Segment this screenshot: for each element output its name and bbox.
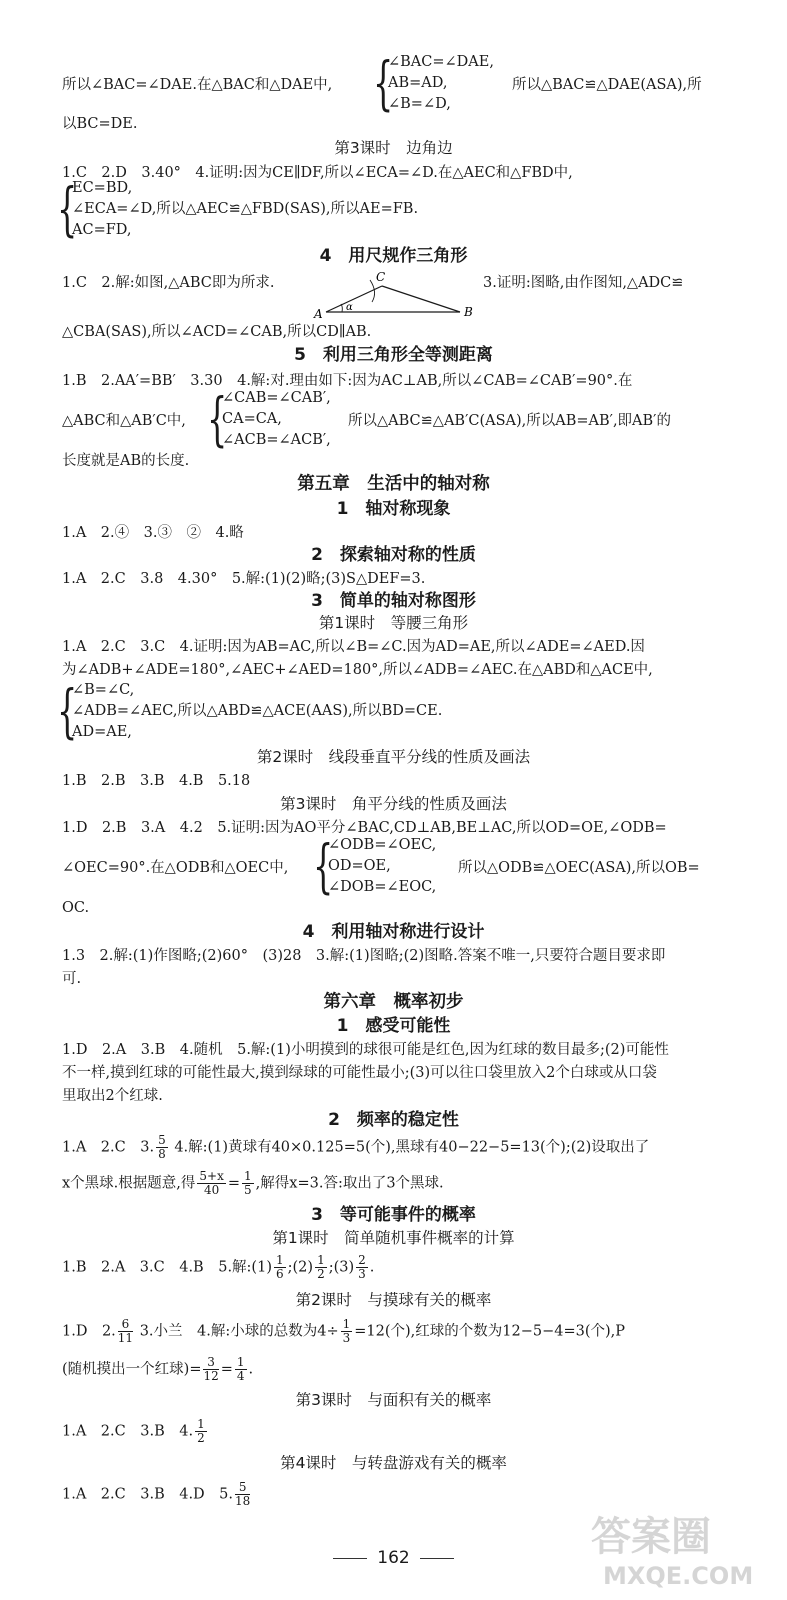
equation-system: ∠ODB=∠OEC, OD=OE, ∠DOB=∠EOC, [328, 837, 437, 895]
chapter-heading: 第六章 概率初步 [323, 992, 464, 1012]
lesson-heading: 第3课时 与面积有关的概率 [295, 1391, 492, 1409]
lesson-heading: 第1课时 简单随机事件概率的计算 [272, 1229, 515, 1247]
text-line: △ABC和△AB′C中, [62, 413, 186, 429]
equation-system: ∠CAB=∠CAB′, CA=CA, ∠ACB=∠ACB′, [222, 390, 331, 448]
text-line: 1.3 2.解:(1)作图略;(2)60° (3)28 3.解:(1)图略;(2)图略.答案不唯一,只要符合题目要求即 [62, 948, 666, 964]
fraction: $\frac{1}{5}$ [244, 1169, 252, 1197]
fraction: $\frac{2}{3}$ [358, 1253, 366, 1281]
text-line: 1.B 2.A 3.C 4.B 5.解:(1) $\frac{1}{6}$ ;(2) $\frac{1}{2}$ ;(3) $\frac{2}{3}$ . [62, 1253, 375, 1281]
dash-left [333, 1558, 367, 1559]
section-heading: 1 轴对称现象 [336, 499, 451, 519]
text-line: 所以△BAC≌△DAE(ASA),所 [512, 77, 702, 93]
section-heading: 2 探索轴对称的性质 [311, 545, 476, 565]
watermark-bottom: MXQE.COM [603, 1562, 754, 1590]
brace: { [57, 175, 78, 243]
fraction: $\frac{1}{2}$ [197, 1417, 205, 1445]
triangle-side-cb [382, 286, 460, 312]
brace: { [313, 832, 334, 900]
text-line: 所以∠BAC=∠DAE.在△BAC和△DAE中, [62, 77, 333, 93]
lesson-heading: 第4课时 与转盘游戏有关的概率 [280, 1454, 507, 1472]
text-line: 1.A 2.C 3.B 4.D 5. $\frac{5}{18}$ [62, 1480, 251, 1508]
equation-system: EC=BD, ∠ECA=∠D,所以△AEC≌△FBD(SAS),所以AE=FB. AC=FD, [72, 180, 419, 238]
lesson-heading: 第2课时 与摸球有关的概率 [295, 1291, 492, 1309]
text-line: 可. [62, 971, 82, 987]
label-alpha: α [346, 302, 353, 313]
dash-right [420, 1558, 454, 1559]
text-line: 1.A 2.C 3. $\frac{5}{8}$ 4.解:(1)黄球有40×0.125=5(个),黑球有40−22−5=13(个);(2)设取出了 [62, 1133, 650, 1161]
text-line: 所以△ODB≌△OEC(ASA),所以OB= [458, 860, 700, 876]
equation-system: ∠BAC=∠DAE, AB=AD, ∠B=∠D, [388, 54, 494, 112]
section-heading: 4 用尺规作三角形 [319, 246, 468, 266]
brace: { [57, 677, 78, 745]
text-line: △CBA(SAS),所以∠ACD=∠CAB,所以CD∥AB. [62, 324, 372, 340]
section-heading: 3 等可能事件的概率 [311, 1205, 476, 1225]
text-line: 1.C 2.D 3.40° 4.证明:因为CE∥DF,所以∠ECA=∠D.在△AEC和△FBD中, [62, 165, 573, 181]
section-heading: 2 频率的稳定性 [328, 1110, 459, 1130]
fraction: $\frac{1}{3}$ [342, 1317, 351, 1345]
triangle-figure [312, 270, 482, 320]
label-c: C [376, 270, 386, 284]
fraction: $\frac{5}{8}$ [158, 1133, 166, 1161]
label-a: A [314, 307, 323, 320]
lesson-heading: 第3课时 角平分线的性质及画法 [280, 795, 507, 813]
watermark-logo [583, 1502, 773, 1592]
text-line: 为∠ADB+∠ADE=180°,∠AEC+∠AED=180°,所以∠ADB=∠AEC.在△ABD和△ACE中, [62, 662, 653, 678]
section-heading: 3 简单的轴对称图形 [311, 591, 476, 611]
lesson-heading: 第3课时 边角边 [334, 139, 453, 157]
text-line: 长度就是AB的长度. [62, 453, 190, 469]
chapter-heading: 第五章 生活中的轴对称 [297, 474, 490, 494]
page-number-text: 162 [377, 1548, 410, 1568]
fraction: $\frac{1}{6}$ [275, 1253, 284, 1281]
text-line: 里取出2个红球. [62, 1088, 163, 1104]
equation-system: ∠B=∠C, ∠ADB=∠AEC,所以△ABD≌△ACE(AAS),所以BD=CE. AD=AE, [72, 682, 443, 740]
lesson-heading: 第2课时 线段垂直平分线的性质及画法 [256, 748, 531, 766]
text-line: 3.证明:图略,由作图知,△ADC≌ [483, 275, 684, 291]
text-line: x个黑球.根据题意,得 $\frac{5+x}{40}$ = $\frac{1}{5}$ ,解得x=3.答:取出了3个黑球. [62, 1169, 444, 1197]
fraction: $\frac{1}{2}$ [317, 1253, 325, 1281]
text-line: 1.B 2.AA′=BB′ 3.30 4.解:对.理由如下:因为AC⊥AB,所以∠CAB=∠CAB′=90°.在 [62, 373, 633, 389]
fraction: $\frac{5+x}{40}$ [199, 1169, 224, 1197]
text-line: 1.A 2.C 3.8 4.30° 5.解:(1)(2)略;(3)S△DEF=3. [62, 571, 426, 587]
fraction: $\frac{3}{12}$ [203, 1355, 219, 1383]
lesson-heading: 第1课时 等腰三角形 [318, 614, 469, 632]
text-line: 以BC=DE. [62, 116, 138, 132]
text-line: ∠OEC=90°.在△ODB和△OEC中, [62, 860, 289, 876]
text-line: 1.C 2.解:如图,△ABC即为所求. [62, 275, 275, 291]
section-heading: 1 感受可能性 [336, 1016, 451, 1036]
fraction: $\frac{1}{4}$ [236, 1355, 245, 1383]
text-line: 1.A 2.C 3.B 4. $\frac{1}{2}$ [62, 1417, 205, 1445]
text-line: 1.A 2.④ 3.③ ② 4.略 [62, 525, 244, 541]
fraction: $\frac{6}{11}$ [117, 1317, 134, 1345]
text-line: 所以△ABC≌△AB′C(ASA),所以AB=AB′,即AB′的 [348, 413, 671, 429]
text-line: 1.D 2. $\frac{6}{11}$ 3.小兰 4.解:小球的总数为4÷ $\frac{1}{3}$ =12(个),红球的个数为12−5−4=3(个),P [62, 1317, 626, 1345]
text-line: 1.A 2.C 3.C 4.证明:因为AB=AC,所以∠B=∠C.因为AD=AE,所以∠ADE=∠AED.因 [62, 639, 645, 655]
text-line: (随机摸出一个红球)= $\frac{3}{12}$ = $\frac{1}{4}$ . [62, 1355, 254, 1383]
text-line: OC. [62, 900, 90, 916]
brace: { [207, 385, 228, 453]
watermark-top: 答案圈 [591, 1514, 711, 1560]
text-line: 1.B 2.B 3.B 4.B 5.18 [62, 773, 251, 789]
brace: { [373, 49, 394, 117]
angle-arc [341, 304, 342, 312]
text-line: 不一样,摸到红球的可能性最大,摸到绿球的可能性最小;(3)可以往口袋里放入2个白球或从口袋 [62, 1065, 657, 1081]
text-line: 1.D 2.B 3.A 4.2 5.证明:因为AO平分∠BAC,CD⊥AB,BE⊥AC,所以OD=OE,∠ODB= [62, 820, 667, 836]
text-line: 1.D 2.A 3.B 4.随机 5.解:(1)小明摸到的球很可能是红色,因为红球的数目最多;(2)可能性 [62, 1042, 669, 1058]
fraction: $\frac{5}{18}$ [235, 1480, 251, 1508]
label-b: B [464, 305, 473, 319]
section-heading: 4 利用轴对称进行设计 [302, 922, 485, 942]
section-heading: 5 利用三角形全等测距离 [294, 345, 493, 365]
